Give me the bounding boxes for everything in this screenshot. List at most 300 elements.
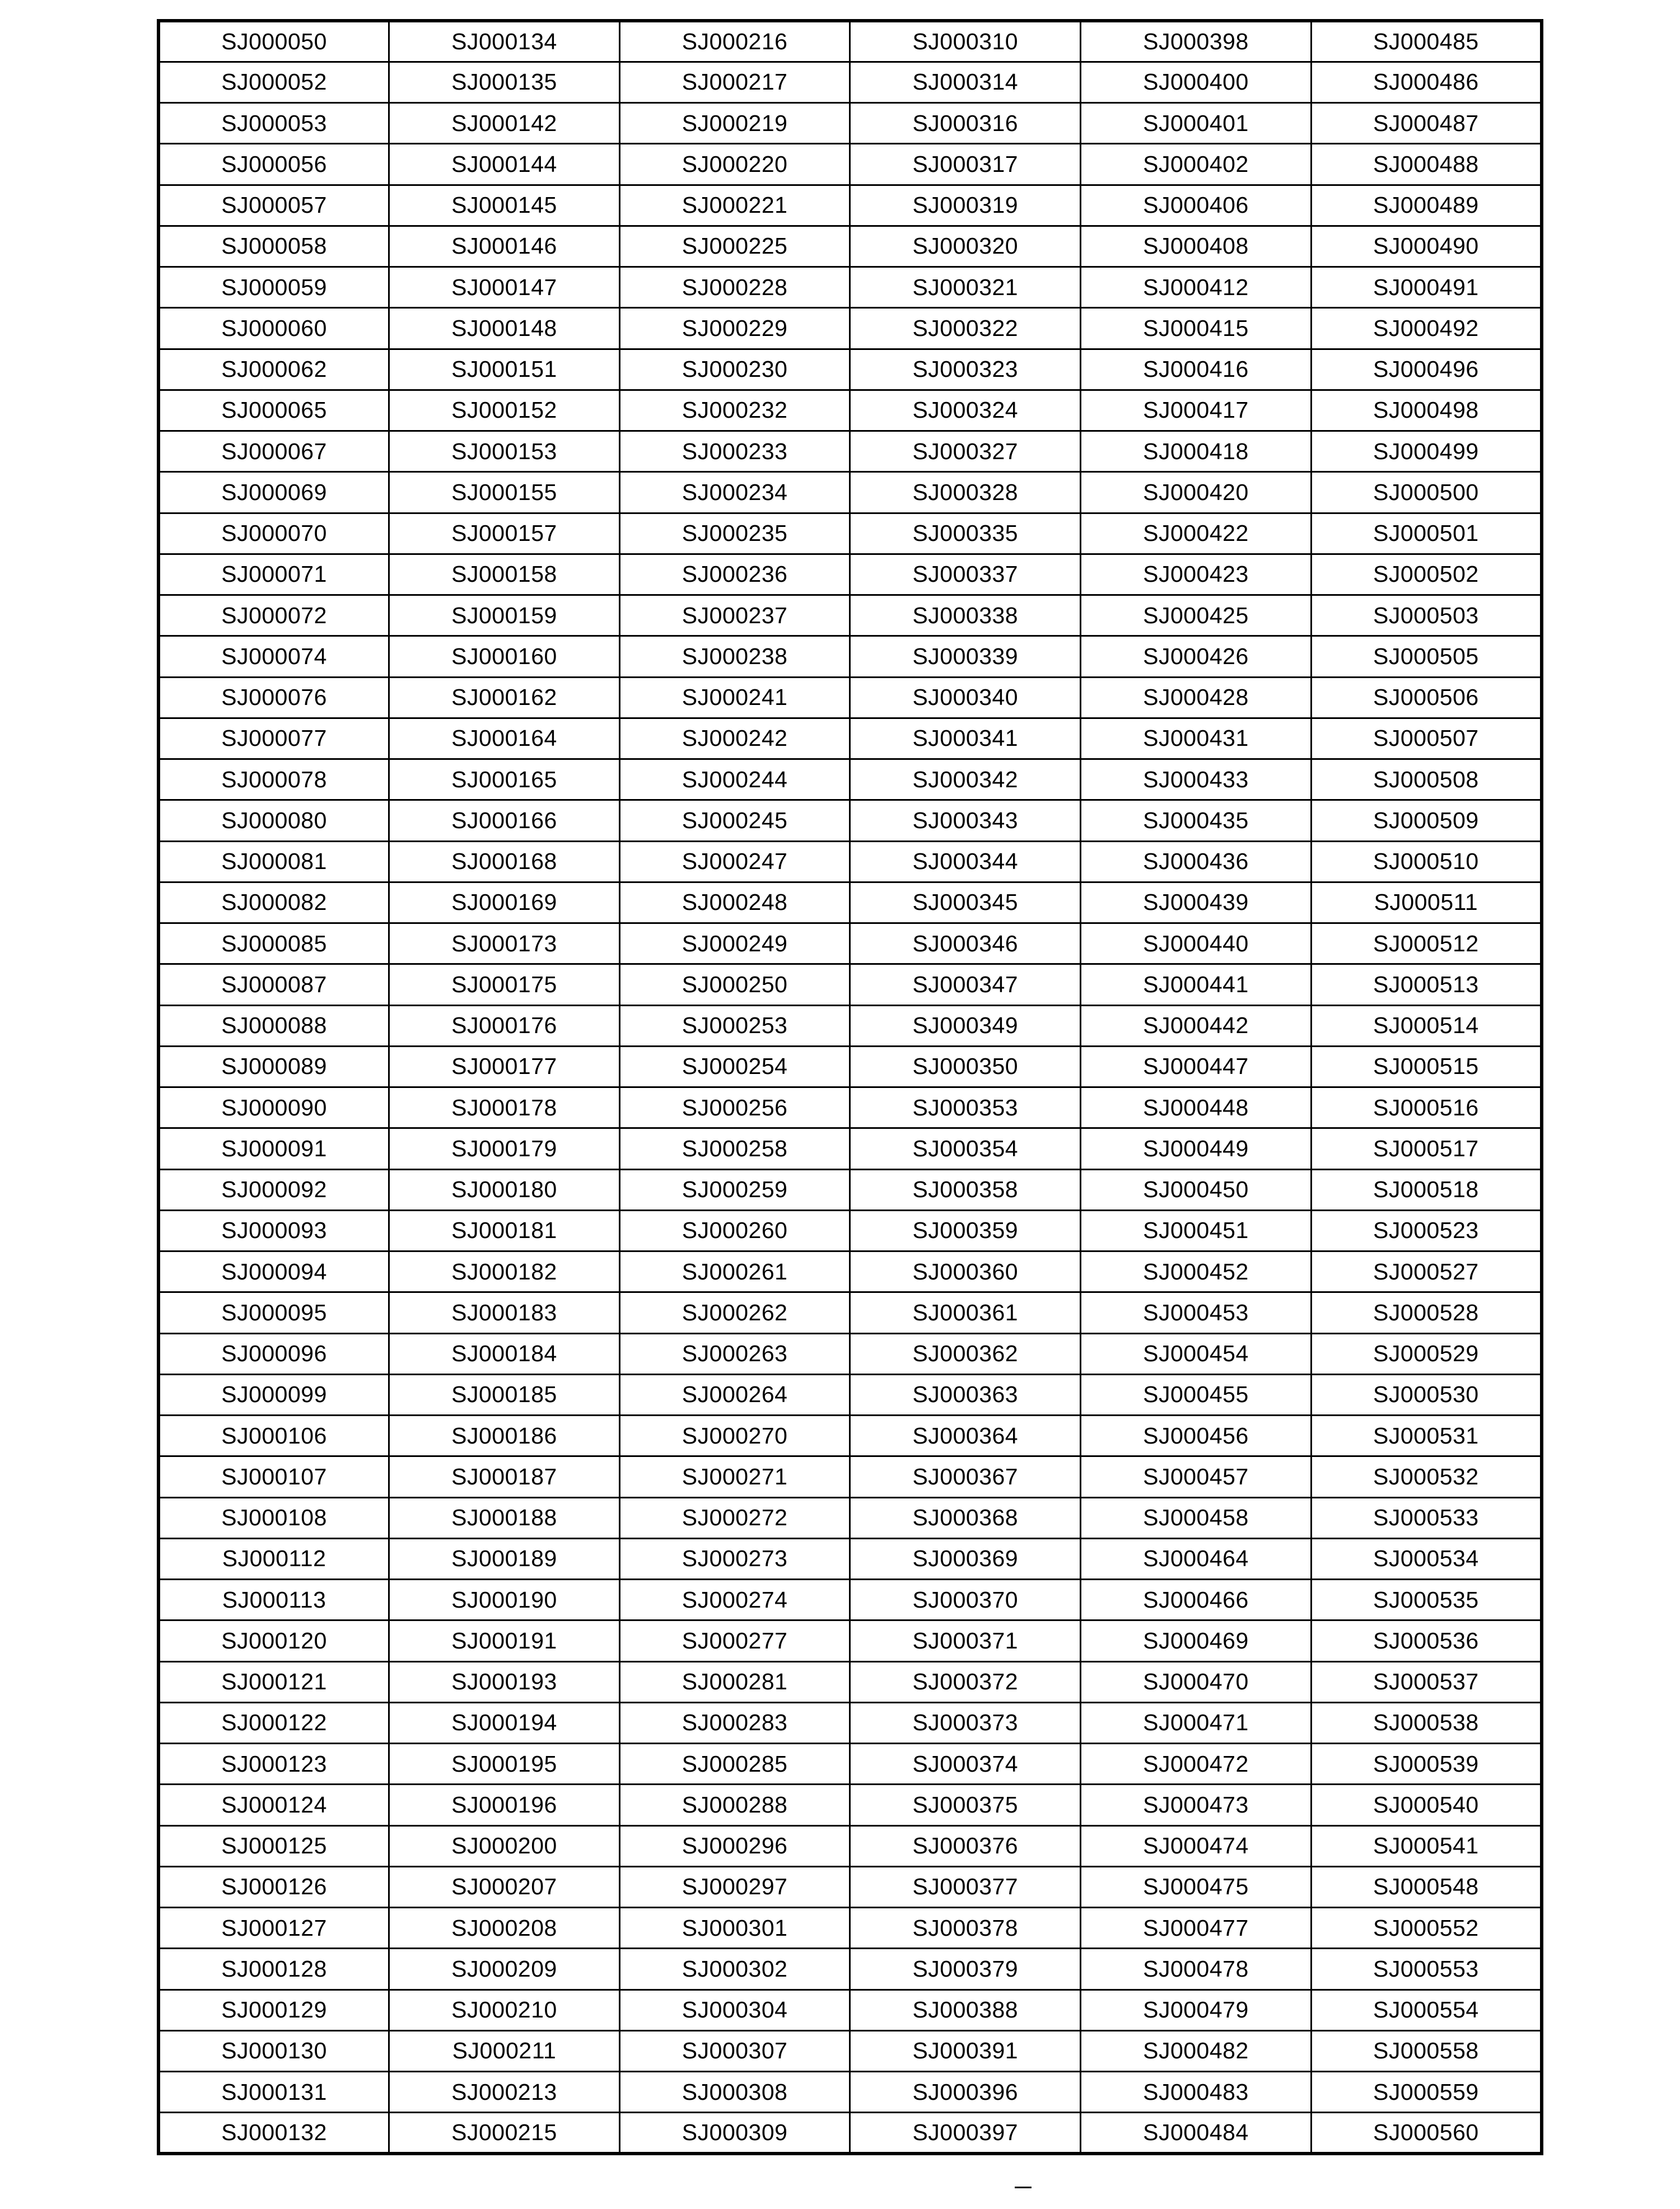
table-cell: SJ000456: [1081, 1416, 1312, 1456]
table-cell: SJ000321: [850, 267, 1081, 308]
table-cell: SJ000183: [389, 1292, 620, 1333]
table-cell: SJ000416: [1081, 349, 1312, 390]
table-cell: SJ000196: [389, 1785, 620, 1825]
table-cell: SJ000367: [850, 1456, 1081, 1497]
table-row: [158, 1989, 1542, 2030]
table-row: [158, 349, 1542, 390]
table-cell: SJ000262: [619, 1292, 850, 1333]
table-cell: SJ000301: [619, 1908, 850, 1949]
table-cell: SJ000188: [389, 1497, 620, 1538]
table-cell: SJ000157: [389, 513, 620, 554]
table-cell: SJ000479: [1081, 1989, 1312, 2030]
table-cell: SJ000184: [389, 1333, 620, 1374]
table-cell: SJ000418: [1081, 431, 1312, 472]
table-cell: SJ000189: [389, 1538, 620, 1579]
table-cell: SJ000540: [1311, 1785, 1542, 1825]
table-row: [158, 923, 1542, 964]
table-cell: SJ000455: [1081, 1374, 1312, 1415]
table-cell: SJ000077: [158, 718, 389, 759]
table-cell: SJ000483: [1081, 2072, 1312, 2113]
table-cell: SJ000092: [158, 1169, 389, 1210]
table-cell: SJ000371: [850, 1620, 1081, 1661]
table-row: [158, 1251, 1542, 1292]
table-cell: SJ000362: [850, 1333, 1081, 1374]
table-cell: SJ000302: [619, 1949, 850, 1989]
table-cell: SJ000375: [850, 1785, 1081, 1825]
table-cell: SJ000233: [619, 431, 850, 472]
table-cell: SJ000271: [619, 1456, 850, 1497]
table-cell: SJ000164: [389, 718, 620, 759]
table-cell: SJ000350: [850, 1046, 1081, 1087]
table-row: [158, 1374, 1542, 1415]
table-cell: SJ000168: [389, 841, 620, 882]
table-cell: SJ000260: [619, 1210, 850, 1251]
table-cell: SJ000106: [158, 1416, 389, 1456]
table-cell: SJ000069: [158, 472, 389, 513]
table-row: [158, 1825, 1542, 1866]
table-cell: SJ000439: [1081, 882, 1312, 923]
table-cell: SJ000122: [158, 1702, 389, 1743]
table-cell: SJ000431: [1081, 718, 1312, 759]
table-cell: SJ000328: [850, 472, 1081, 513]
table-cell: SJ000237: [619, 595, 850, 636]
table-cell: SJ000541: [1311, 1825, 1542, 1866]
table-cell: SJ000185: [389, 1374, 620, 1415]
table-cell: SJ000361: [850, 1292, 1081, 1333]
table-cell: SJ000505: [1311, 636, 1542, 677]
table-cell: SJ000249: [619, 923, 850, 964]
table-cell: SJ000270: [619, 1416, 850, 1456]
table-cell: SJ000216: [619, 21, 850, 62]
table-row: [158, 1128, 1542, 1169]
table-cell: SJ000071: [158, 554, 389, 595]
table-cell: SJ000078: [158, 759, 389, 800]
table-cell: SJ000417: [1081, 390, 1312, 431]
table-row: [158, 1744, 1542, 1785]
table-cell: SJ000208: [389, 1908, 620, 1949]
table-cell: SJ000283: [619, 1702, 850, 1743]
table-cell: SJ000531: [1311, 1416, 1542, 1456]
table-row: [158, 1580, 1542, 1620]
table-cell: SJ000359: [850, 1210, 1081, 1251]
table-row: [158, 144, 1542, 185]
table-cell: SJ000056: [158, 144, 389, 185]
table-cell: SJ000347: [850, 964, 1081, 1005]
table-cell: SJ000324: [850, 390, 1081, 431]
table-cell: SJ000160: [389, 636, 620, 677]
table-cell: SJ000442: [1081, 1005, 1312, 1046]
table-cell: SJ000191: [389, 1620, 620, 1661]
table-row: [158, 1866, 1542, 1907]
table-cell: SJ000070: [158, 513, 389, 554]
table-row: [158, 1702, 1542, 1743]
table-cell: SJ000360: [850, 1251, 1081, 1292]
table-cell: SJ000454: [1081, 1333, 1312, 1374]
table-cell: SJ000200: [389, 1825, 620, 1866]
table-cell: SJ000159: [389, 595, 620, 636]
table-cell: SJ000134: [389, 21, 620, 62]
table-cell: SJ000235: [619, 513, 850, 554]
table-cell: SJ000173: [389, 923, 620, 964]
table-cell: SJ000147: [389, 267, 620, 308]
table-row: [158, 1292, 1542, 1333]
table-cell: SJ000518: [1311, 1169, 1542, 1210]
table-cell: SJ000309: [619, 2113, 850, 2154]
table-cell: SJ000425: [1081, 595, 1312, 636]
table-cell: SJ000408: [1081, 226, 1312, 267]
table-cell: SJ000370: [850, 1580, 1081, 1620]
table-cell: SJ000401: [1081, 103, 1312, 144]
table-cell: SJ000310: [850, 21, 1081, 62]
table-cell: SJ000448: [1081, 1087, 1312, 1128]
table-cell: SJ000320: [850, 226, 1081, 267]
table-cell: SJ000482: [1081, 2030, 1312, 2071]
table-cell: SJ000285: [619, 1744, 850, 1785]
table-cell: SJ000554: [1311, 1989, 1542, 2030]
table-cell: SJ000059: [158, 267, 389, 308]
table-cell: SJ000412: [1081, 267, 1312, 308]
table-cell: SJ000264: [619, 1374, 850, 1415]
table-cell: SJ000436: [1081, 841, 1312, 882]
id-table-body: [158, 21, 1542, 2154]
table-cell: SJ000402: [1081, 144, 1312, 185]
table-cell: SJ000180: [389, 1169, 620, 1210]
table-cell: SJ000256: [619, 1087, 850, 1128]
table-cell: SJ000194: [389, 1702, 620, 1743]
table-cell: SJ000241: [619, 677, 850, 718]
table-cell: SJ000273: [619, 1538, 850, 1579]
table-cell: SJ000353: [850, 1087, 1081, 1128]
table-row: [158, 1210, 1542, 1251]
table-cell: SJ000372: [850, 1661, 1081, 1702]
table-cell: SJ000441: [1081, 964, 1312, 1005]
table-cell: SJ000123: [158, 1744, 389, 1785]
table-cell: SJ000195: [389, 1744, 620, 1785]
table-cell: SJ000491: [1311, 267, 1542, 308]
table-cell: SJ000088: [158, 1005, 389, 1046]
table-cell: SJ000085: [158, 923, 389, 964]
table-cell: SJ000516: [1311, 1087, 1542, 1128]
table-cell: SJ000142: [389, 103, 620, 144]
id-table: [157, 19, 1543, 2155]
table-cell: SJ000548: [1311, 1866, 1542, 1907]
table-cell: SJ000376: [850, 1825, 1081, 1866]
table-cell: SJ000513: [1311, 964, 1542, 1005]
table-cell: SJ000158: [389, 554, 620, 595]
table-row: [158, 800, 1542, 841]
table-cell: SJ000498: [1311, 390, 1542, 431]
table-row: [158, 841, 1542, 882]
table-row: [158, 390, 1542, 431]
table-cell: SJ000486: [1311, 62, 1542, 102]
table-cell: SJ000190: [389, 1580, 620, 1620]
table-cell: SJ000277: [619, 1620, 850, 1661]
table-cell: SJ000475: [1081, 1866, 1312, 1907]
table-cell: SJ000113: [158, 1580, 389, 1620]
table-cell: SJ000506: [1311, 677, 1542, 718]
table-cell: SJ000354: [850, 1128, 1081, 1169]
table-row: [158, 1620, 1542, 1661]
table-row: [158, 1333, 1542, 1374]
table-cell: SJ000471: [1081, 1702, 1312, 1743]
table-cell: SJ000175: [389, 964, 620, 1005]
table-cell: SJ000281: [619, 1661, 850, 1702]
table-cell: SJ000490: [1311, 226, 1542, 267]
table-cell: SJ000308: [619, 2072, 850, 2113]
table-cell: SJ000229: [619, 308, 850, 349]
table-cell: SJ000155: [389, 472, 620, 513]
table-cell: SJ000307: [619, 2030, 850, 2071]
table-cell: SJ000501: [1311, 513, 1542, 554]
table-row: [158, 1908, 1542, 1949]
table-cell: SJ000534: [1311, 1538, 1542, 1579]
table-cell: SJ000529: [1311, 1333, 1542, 1374]
table-cell: SJ000510: [1311, 841, 1542, 882]
table-cell: SJ000457: [1081, 1456, 1312, 1497]
table-cell: SJ000327: [850, 431, 1081, 472]
table-row: [158, 1416, 1542, 1456]
table-cell: SJ000062: [158, 349, 389, 390]
table-cell: SJ000152: [389, 390, 620, 431]
table-cell: SJ000344: [850, 841, 1081, 882]
table-cell: SJ000187: [389, 1456, 620, 1497]
table-cell: SJ000415: [1081, 308, 1312, 349]
page-mark: [1015, 2187, 1032, 2188]
table-cell: SJ000466: [1081, 1580, 1312, 1620]
table-row: [158, 677, 1542, 718]
table-cell: SJ000219: [619, 103, 850, 144]
table-cell: SJ000509: [1311, 800, 1542, 841]
table-cell: SJ000179: [389, 1128, 620, 1169]
table-cell: SJ000112: [158, 1538, 389, 1579]
table-cell: SJ000288: [619, 1785, 850, 1825]
table-cell: SJ000080: [158, 800, 389, 841]
table-cell: SJ000162: [389, 677, 620, 718]
table-cell: SJ000108: [158, 1497, 389, 1538]
table-row: [158, 1949, 1542, 1989]
table-cell: SJ000488: [1311, 144, 1542, 185]
table-cell: SJ000182: [389, 1251, 620, 1292]
table-cell: SJ000165: [389, 759, 620, 800]
table-cell: SJ000539: [1311, 1744, 1542, 1785]
table-cell: SJ000338: [850, 595, 1081, 636]
table-cell: SJ000121: [158, 1661, 389, 1702]
table-cell: SJ000440: [1081, 923, 1312, 964]
table-cell: SJ000096: [158, 1333, 389, 1374]
table-row: [158, 2030, 1542, 2071]
table-cell: SJ000130: [158, 2030, 389, 2071]
table-row: [158, 759, 1542, 800]
table-row: [158, 1538, 1542, 1579]
table-row: [158, 1169, 1542, 1210]
table-cell: SJ000337: [850, 554, 1081, 595]
table-cell: SJ000470: [1081, 1661, 1312, 1702]
table-cell: SJ000560: [1311, 2113, 1542, 2154]
table-cell: SJ000559: [1311, 2072, 1542, 2113]
table-row: [158, 882, 1542, 923]
table-row: [158, 431, 1542, 472]
table-cell: SJ000512: [1311, 923, 1542, 964]
table-cell: SJ000132: [158, 2113, 389, 2154]
table-row: [158, 472, 1542, 513]
table-cell: SJ000343: [850, 800, 1081, 841]
table-row: [158, 103, 1542, 144]
table-cell: SJ000250: [619, 964, 850, 1005]
table-cell: SJ000065: [158, 390, 389, 431]
table-cell: SJ000472: [1081, 1744, 1312, 1785]
table-cell: SJ000323: [850, 349, 1081, 390]
table-cell: SJ000060: [158, 308, 389, 349]
table-cell: SJ000345: [850, 882, 1081, 923]
table-cell: SJ000537: [1311, 1661, 1542, 1702]
table-row: [158, 1046, 1542, 1087]
table-cell: SJ000377: [850, 1866, 1081, 1907]
table-cell: SJ000530: [1311, 1374, 1542, 1415]
table-cell: SJ000346: [850, 923, 1081, 964]
table-cell: SJ000558: [1311, 2030, 1542, 2071]
table-cell: SJ000341: [850, 718, 1081, 759]
table-cell: SJ000340: [850, 677, 1081, 718]
table-cell: SJ000532: [1311, 1456, 1542, 1497]
table-cell: SJ000153: [389, 431, 620, 472]
table-cell: SJ000067: [158, 431, 389, 472]
table-cell: SJ000515: [1311, 1046, 1542, 1087]
table-row: [158, 1087, 1542, 1128]
table-cell: SJ000050: [158, 21, 389, 62]
table-cell: SJ000536: [1311, 1620, 1542, 1661]
table-cell: SJ000316: [850, 103, 1081, 144]
table-row: [158, 267, 1542, 308]
table-cell: SJ000369: [850, 1538, 1081, 1579]
table-cell: SJ000248: [619, 882, 850, 923]
table-cell: SJ000451: [1081, 1210, 1312, 1251]
table-row: [158, 964, 1542, 1005]
table-cell: SJ000469: [1081, 1620, 1312, 1661]
table-cell: SJ000221: [619, 185, 850, 226]
table-cell: SJ000145: [389, 185, 620, 226]
table-cell: SJ000398: [1081, 21, 1312, 62]
table-cell: SJ000095: [158, 1292, 389, 1333]
table-cell: SJ000507: [1311, 718, 1542, 759]
table-cell: SJ000514: [1311, 1005, 1542, 1046]
table-cell: SJ000426: [1081, 636, 1312, 677]
table-cell: SJ000339: [850, 636, 1081, 677]
table-row: [158, 1005, 1542, 1046]
table-cell: SJ000452: [1081, 1251, 1312, 1292]
table-cell: SJ000358: [850, 1169, 1081, 1210]
table-cell: SJ000099: [158, 1374, 389, 1415]
table-cell: SJ000447: [1081, 1046, 1312, 1087]
table-cell: SJ000131: [158, 2072, 389, 2113]
table-cell: SJ000253: [619, 1005, 850, 1046]
table-cell: SJ000124: [158, 1785, 389, 1825]
table-cell: SJ000178: [389, 1087, 620, 1128]
table-cell: SJ000553: [1311, 1949, 1542, 1989]
table-cell: SJ000500: [1311, 472, 1542, 513]
table-cell: SJ000373: [850, 1702, 1081, 1743]
table-cell: SJ000089: [158, 1046, 389, 1087]
table-cell: SJ000449: [1081, 1128, 1312, 1169]
table-cell: SJ000388: [850, 1989, 1081, 2030]
table-cell: SJ000508: [1311, 759, 1542, 800]
table-cell: SJ000433: [1081, 759, 1312, 800]
table-cell: SJ000209: [389, 1949, 620, 1989]
table-cell: SJ000217: [619, 62, 850, 102]
table-cell: SJ000211: [389, 2030, 620, 2071]
table-cell: SJ000274: [619, 1580, 850, 1620]
table-cell: SJ000244: [619, 759, 850, 800]
table-cell: SJ000245: [619, 800, 850, 841]
table-cell: SJ000207: [389, 1866, 620, 1907]
table-cell: SJ000238: [619, 636, 850, 677]
table-cell: SJ000272: [619, 1497, 850, 1538]
table-cell: SJ000364: [850, 1416, 1081, 1456]
table-row: [158, 1661, 1542, 1702]
table-cell: SJ000319: [850, 185, 1081, 226]
table-cell: SJ000342: [850, 759, 1081, 800]
table-cell: SJ000322: [850, 308, 1081, 349]
table-cell: SJ000259: [619, 1169, 850, 1210]
table-cell: SJ000148: [389, 308, 620, 349]
table-cell: SJ000435: [1081, 800, 1312, 841]
table-cell: SJ000400: [1081, 62, 1312, 102]
table-row: [158, 62, 1542, 102]
table-cell: SJ000458: [1081, 1497, 1312, 1538]
table-cell: SJ000502: [1311, 554, 1542, 595]
table-cell: SJ000081: [158, 841, 389, 882]
table-cell: SJ000087: [158, 964, 389, 1005]
table-row: [158, 718, 1542, 759]
table-cell: SJ000193: [389, 1661, 620, 1702]
table-cell: SJ000135: [389, 62, 620, 102]
table-cell: SJ000335: [850, 513, 1081, 554]
table-cell: SJ000120: [158, 1620, 389, 1661]
table-cell: SJ000297: [619, 1866, 850, 1907]
table-cell: SJ000317: [850, 144, 1081, 185]
table-row: [158, 226, 1542, 267]
table-cell: SJ000125: [158, 1825, 389, 1866]
table-cell: SJ000379: [850, 1949, 1081, 1989]
table-cell: SJ000528: [1311, 1292, 1542, 1333]
table-cell: SJ000230: [619, 349, 850, 390]
table-cell: SJ000478: [1081, 1949, 1312, 1989]
table-cell: SJ000489: [1311, 185, 1542, 226]
table-cell: SJ000186: [389, 1416, 620, 1456]
table-cell: SJ000213: [389, 2072, 620, 2113]
table-cell: SJ000228: [619, 267, 850, 308]
table-cell: SJ000474: [1081, 1825, 1312, 1866]
table-cell: SJ000538: [1311, 1702, 1542, 1743]
table-cell: SJ000523: [1311, 1210, 1542, 1251]
table-row: [158, 1497, 1542, 1538]
table-cell: SJ000151: [389, 349, 620, 390]
table-cell: SJ000428: [1081, 677, 1312, 718]
table-cell: SJ000146: [389, 226, 620, 267]
table-cell: SJ000053: [158, 103, 389, 144]
table-cell: SJ000234: [619, 472, 850, 513]
table-cell: SJ000128: [158, 1949, 389, 1989]
table-cell: SJ000242: [619, 718, 850, 759]
table-cell: SJ000487: [1311, 103, 1542, 144]
table-cell: SJ000464: [1081, 1538, 1312, 1579]
table-cell: SJ000304: [619, 1989, 850, 2030]
table-cell: SJ000533: [1311, 1497, 1542, 1538]
table-cell: SJ000363: [850, 1374, 1081, 1415]
table-row: [158, 554, 1542, 595]
table-cell: SJ000374: [850, 1744, 1081, 1785]
table-cell: SJ000450: [1081, 1169, 1312, 1210]
table-row: [158, 1785, 1542, 1825]
